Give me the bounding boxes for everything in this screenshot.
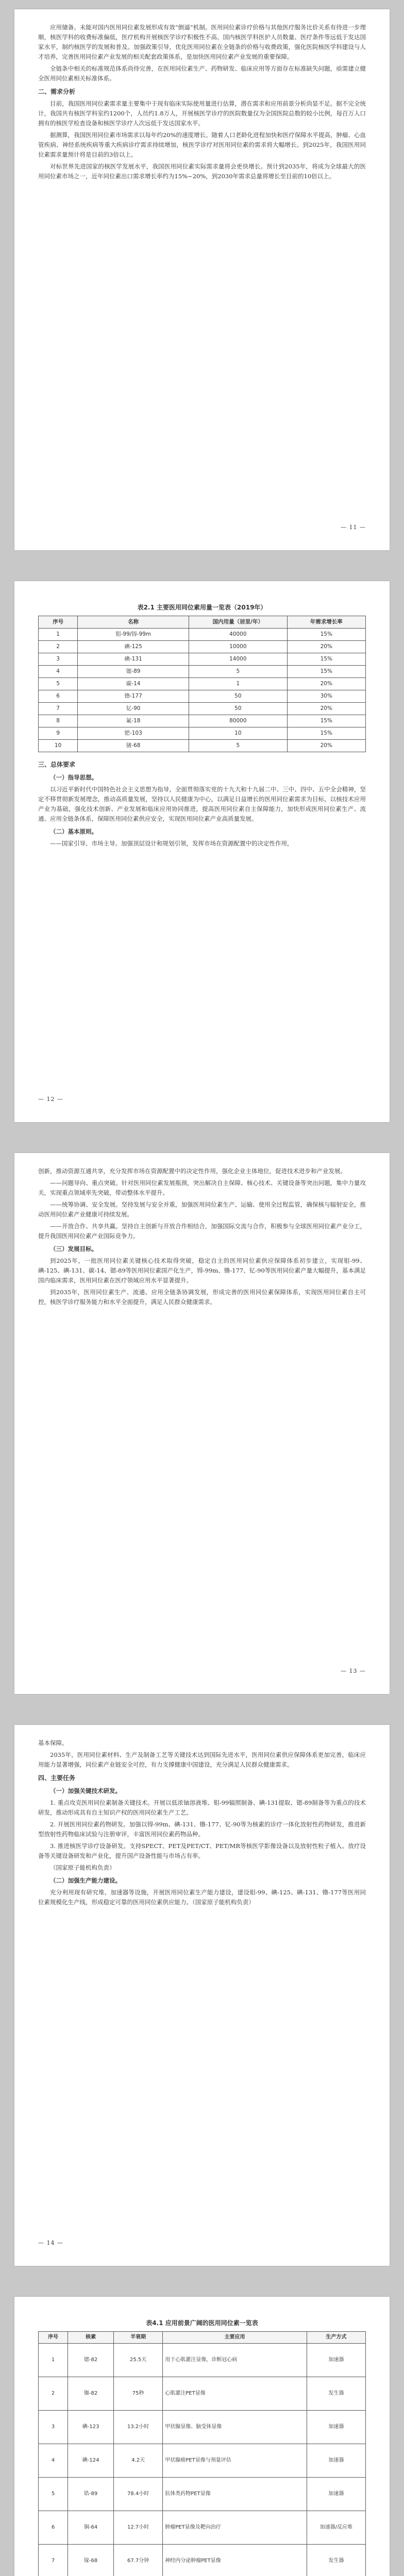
table-cell: 15%	[287, 666, 365, 678]
table-cell: 5	[189, 666, 288, 678]
page-content	[38, 1738, 366, 1909]
table-cell: 50	[189, 703, 288, 715]
table-cell: 30%	[287, 690, 365, 703]
table-cell: 10	[39, 740, 78, 752]
table-title: 表2.1 主要医用同位素用量一览表（2019年）	[137, 604, 267, 611]
table-cell: 铜-64	[68, 2511, 114, 2545]
table-cell: 5	[189, 740, 288, 752]
document-page-1	[14, 9, 390, 550]
table-row	[39, 740, 366, 752]
table-cell: 25.5天	[114, 2344, 163, 2377]
sub-heading: （一）加强关键技术研发。	[50, 1787, 121, 1794]
table-cell: 加速器	[307, 2444, 365, 2478]
table-row	[39, 2411, 366, 2444]
isotope-usage-table	[38, 616, 366, 752]
paragraph: 创新，推动资源互通共享，充分发挥市场在资源配置中的决定性作用，强化企业主体地位，促进技术进步和产业发展。	[38, 1167, 346, 1175]
table-cell: 锗-68	[78, 740, 189, 752]
table-cell: 80000	[189, 715, 288, 727]
table-cell: 4.2天	[114, 2444, 163, 2478]
table-cell: 碘-124	[68, 2444, 114, 2478]
table-header-row	[39, 616, 366, 629]
table-cell: 加速器	[307, 2344, 365, 2377]
page-number: — 14 —	[38, 2240, 63, 2246]
table-cell: 4	[39, 2444, 68, 2478]
table-row	[39, 641, 366, 653]
sub-heading: （二）加强生产能力建设。	[50, 1877, 121, 1884]
column-header: 国内用量（居里/年）	[189, 616, 288, 629]
table-cell: 6	[39, 2511, 68, 2545]
table-row	[39, 666, 366, 678]
table-cell: 肿瘤PET显像及靶向治疗	[163, 2511, 307, 2545]
table-row	[39, 2545, 366, 2576]
table-cell: 75秒	[114, 2377, 163, 2411]
table-row	[39, 715, 366, 727]
page-number: — 12 —	[38, 1096, 63, 1103]
table-cell: 15%	[287, 653, 365, 666]
table-cell: 20%	[287, 678, 365, 690]
table-cell: 14000	[189, 653, 288, 666]
table-cell: 碳-14	[78, 678, 189, 690]
table-cell: 神经内分泌肿瘤PET显像	[163, 2545, 307, 2576]
table-row	[39, 2511, 366, 2545]
table-cell: 15%	[287, 715, 365, 727]
paragraph: 基本保障。	[38, 1739, 68, 1747]
section-heading: 二、需求分析	[38, 88, 76, 95]
table-header-row	[39, 2332, 366, 2344]
document-page-3	[14, 1153, 390, 1694]
table-row	[39, 2444, 366, 2478]
table-cell: 钯-103	[78, 727, 189, 740]
table-row	[39, 727, 366, 740]
table-row	[39, 703, 366, 715]
paragraph: 3. 推进核医学诊疗设备研发。支持SPECT、PET及PET/CT、PET/MR等核医学影像设备以及放射性粒子植入、放疗设备等关键设备研发和产业化，提升国产设备性能与市场占有率。	[38, 1842, 366, 1859]
column-header: 核素	[68, 2332, 114, 2344]
page-number: — 11 —	[341, 524, 366, 531]
table-cell: 镥-177	[78, 690, 189, 703]
table-row	[39, 2478, 366, 2511]
table-cell: 7	[39, 703, 78, 715]
paragraph: 到2035年，医用同位素生产、流通、应用全链条协调发展，形成完善的医用同位素保障体系，实现医用同位素自主可控，核医学诊疗服务能力和水平全面提升，满足人民群众健康需求。	[38, 1289, 366, 1306]
table-cell: 锶-82	[68, 2344, 114, 2377]
paragraph: 对标世界先进国家的核医学发展水平，我国医用同位素实际需求量将会更快增长。预计到2035年，将成为全球最大的医用同位素市场之一，近年同位素出口需求增长率约为15%~20%，到2030年需求总量将增长至目前的10倍以上。	[38, 163, 366, 180]
table-row	[39, 629, 366, 641]
table-cell: 8	[39, 715, 78, 727]
column-header: 半衰期	[114, 2332, 163, 2344]
table-cell: 6	[39, 690, 78, 703]
table-cell: 加速器	[307, 2411, 365, 2444]
table-cell: 7	[39, 2545, 68, 2576]
paragraph: 2035年，医用同位素材料、生产及制备工艺等关键技术达到国际先进水平，医用同位素供应保障体系更加完善，临床应用能力显著增强，同位素产业链安全可控，有力支撑健康中国建设，充分满足人民群众健康需求。	[38, 1751, 366, 1768]
table-cell: 1	[39, 2344, 68, 2377]
table-cell: 用于心肌灌注显像，诊断冠心病	[163, 2344, 307, 2377]
paragraph: ——统筹协调、安全发展。坚持发展与安全并重，加强医用同位素生产、运输、使用全过程监管，确保核与辐射安全，推动医用同位素产业健康可持续发展。	[38, 1201, 366, 1218]
table-cell: 40000	[189, 629, 288, 641]
paragraph: 1. 重点攻克医用同位素制备关键技术。开展以低浓铀溶液堆、钼-99辐照制备、碘-131提取、锶-89制备等为重点的技术研发，推动形成具有自主知识产权的医用同位素生产工艺。	[38, 1799, 366, 1816]
page-content	[38, 1166, 366, 1309]
table-cell: 67.7分钟	[114, 2545, 163, 2576]
paragraph: 应用储备。未能对国内医用同位素发展形成有效“倒逼”机制。医用同位素诊疗价格与其他医疗服务比价关系有待进一步理顺，核医学科的收费标准偏低，医疗机构开展核医学诊疗积极性不高。国内核医学科医护人员数量、医疗条件等远低于发达国家水平，制约核医学的发展和普及。加强政策引导，优化医用同位素在全链条的价格与收费政策，强化医院核医学科建设与人才培养，完善医用同位素产业发展的相关配套政策体系，是加快医用同位素产业发展的重要保障。	[38, 24, 366, 60]
table-row	[39, 678, 366, 690]
table-cell: 5	[39, 2478, 68, 2511]
table-cell: 12.7小时	[114, 2511, 163, 2545]
table-cell: 钼-99/锝-99m	[78, 629, 189, 641]
table-cell: 碘-131	[78, 653, 189, 666]
table-cell: 3	[39, 653, 78, 666]
responsibility-note: （国家原子能机构负责）	[50, 1864, 115, 1871]
table-cell: 氟-18	[78, 715, 189, 727]
table-cell: 9	[39, 727, 78, 740]
sub-heading: （二）基本原则。	[50, 828, 97, 835]
table-cell: 1	[189, 678, 288, 690]
column-header: 年需求增长率	[287, 616, 365, 629]
table-cell: 13.2小时	[114, 2411, 163, 2444]
table-title: 表4.1 应用前景广阔的医用同位素一览表	[146, 2319, 258, 2327]
table-row	[39, 2344, 366, 2377]
table-cell: 78.4小时	[114, 2478, 163, 2511]
column-header: 生产方式	[307, 2332, 365, 2344]
paragraph: ——开放合作、共享共赢。坚持自主创新与开放合作相结合，加强国际交流与合作，积极参与全球医用同位素产业分工，提升我国医用同位素产业国际竞争力。	[38, 1223, 366, 1240]
isotope-prospects-table	[38, 2331, 366, 2576]
page-content	[38, 23, 366, 183]
table-cell: 10000	[189, 641, 288, 653]
table-cell: 4	[39, 666, 78, 678]
page-number: — 13 —	[341, 1668, 366, 1674]
column-header: 名称	[78, 616, 189, 629]
table-cell: 15%	[287, 629, 365, 641]
table-cell: 抗体类药物PET显像	[163, 2478, 307, 2511]
paragraph: 目前，我国医用同位素需求量主要集中于现有临床实际使用量进行估算，潜在需求和应用前景分析尚显不足。据不完全统计，我国共有核医学科室约1200个，人员约1.8万人，开展核医学诊疗的医院数量仅为全国医院总数的较小比例，每百万人口拥有的核医学检查设备和核医学诊疗人次远低于发达国家水平。	[38, 100, 366, 127]
table-cell: 心肌灌注PET显像	[163, 2377, 307, 2411]
sub-heading: （一）指导思想。	[50, 774, 97, 781]
table-cell: 钇-90	[78, 703, 189, 715]
page-content	[38, 595, 366, 851]
paragraph: 据测算，我国医用同位素市场需求以每年约20%的速度增长。随着人口老龄化进程加快和医疗保障水平提高，肿瘤、心血管疾病、神经系统疾病等重大疾病诊疗需求持续增加，核医学诊疗对医用同位素的需求将大幅增长。到2025年，我国医用同位素需求量预计将是目前的3倍以上。	[38, 131, 366, 158]
document-page-2	[14, 581, 390, 1122]
section-heading: 三、总体要求	[38, 761, 76, 768]
paragraph: 到2025年，一批医用同位素关键核心技术取得突破，稳定自主的医用同位素供应保障体系初步建立，实现钼-99、碘-125、碘-131、碳-14、锶-89等医用同位素国产化生产，锝-99m、镥-177、钇-90等医用同位素产量大幅提升，基本满足国内临床需求，医用同位素在医疗领域应用水平显著提升。	[38, 1257, 366, 1284]
table-cell: 甲状腺癌PET显像与剂量评估	[163, 2444, 307, 2478]
table-cell: 20%	[287, 641, 365, 653]
table-cell: 5	[39, 678, 78, 690]
table-cell: 10	[189, 727, 288, 740]
section-heading: 四、主要任务	[38, 1774, 76, 1782]
page-content	[38, 2310, 366, 2576]
table-row	[39, 2377, 366, 2411]
column-header: 主要应用	[163, 2332, 307, 2344]
paragraph: 2. 开展医用同位素药物研发。加强以锝-99m、碘-131、镥-177、钇-90等为核素的诊疗一体化放射性药物研发，推进新型放射性药物临床试验与注册审评，丰富医用同位素药物品种。	[38, 1821, 366, 1838]
table-cell: 20%	[287, 703, 365, 715]
column-header: 序号	[39, 616, 78, 629]
table-cell: 铷-82	[68, 2377, 114, 2411]
table-cell: 加速器	[307, 2478, 365, 2511]
table-cell: 碘-125	[78, 641, 189, 653]
table-cell: 2	[39, 641, 78, 653]
document-page-5	[14, 2297, 390, 2576]
table-cell: 碘-123	[68, 2411, 114, 2444]
table-cell: 3	[39, 2411, 68, 2444]
table-cell: 锆-89	[68, 2478, 114, 2511]
sub-heading: （三）发展目标。	[50, 1245, 97, 1252]
table-cell: 发生器	[307, 2377, 365, 2411]
paragraph: ——问题导向、重点突破。针对医用同位素发展瓶颈，突出解决自主保障、核心技术、关键设备等突出问题，集中力量攻关，实现重点领域率先突破，带动整体水平提升。	[38, 1179, 366, 1196]
table-cell: 加速器/反应堆	[307, 2511, 365, 2545]
table-cell: 1	[39, 629, 78, 641]
paragraph: 充分利用现有研究堆、加速器等设施，开展医用同位素生产能力建设，建设钼-99、碘-125、碘-131、镥-177等医用同位素规模化生产线，形成稳定可靠的医用同位素供应能力。（国家原子能机构负责）	[38, 1889, 366, 1906]
paragraph: ——国家引导、市场主导。加强顶层设计和规划引领，发挥市场在资源配置中的决定性作用，	[50, 840, 293, 847]
table-row	[39, 690, 366, 703]
table-cell: 2	[39, 2377, 68, 2411]
table-cell: 锶-89	[78, 666, 189, 678]
document-page-4	[14, 1725, 390, 2266]
paragraph: 全链条中相关的标准规范体系尚待完善，在医用同位素生产、药物研发、临床应用等方面存在标准缺失问题，亟需建立健全医用同位素相关标准体系。	[38, 65, 366, 82]
table-cell: 发生器	[307, 2545, 365, 2576]
table-cell: 50	[189, 690, 288, 703]
table-body	[39, 629, 366, 752]
column-header: 序号	[39, 2332, 68, 2344]
table-cell: 镓-68	[68, 2545, 114, 2576]
table-cell: 15%	[287, 727, 365, 740]
table-row	[39, 653, 366, 666]
table-body	[39, 2344, 366, 2576]
paragraph: 以习近平新时代中国特色社会主义思想为指导，全面贯彻落实党的十九大和十九届二中、三中、四中、五中全会精神，坚定不移贯彻新发展理念，推动高质量发展，坚持以人民健康为中心，以满足日益增长的医用同位素需求为目标，以核技术应用产业为基础，强化技术创新、产业发展和临床应用协同推进，提高医用同位素自主保障能力，加快形成医用同位素生产、流通、应用全链条体系，保障医用同位素供应安全，实现医用同位素产业高质量发展。	[38, 786, 366, 822]
table-cell: 甲状腺显像、脑受体显像	[163, 2411, 307, 2444]
table-cell: 20%	[287, 740, 365, 752]
